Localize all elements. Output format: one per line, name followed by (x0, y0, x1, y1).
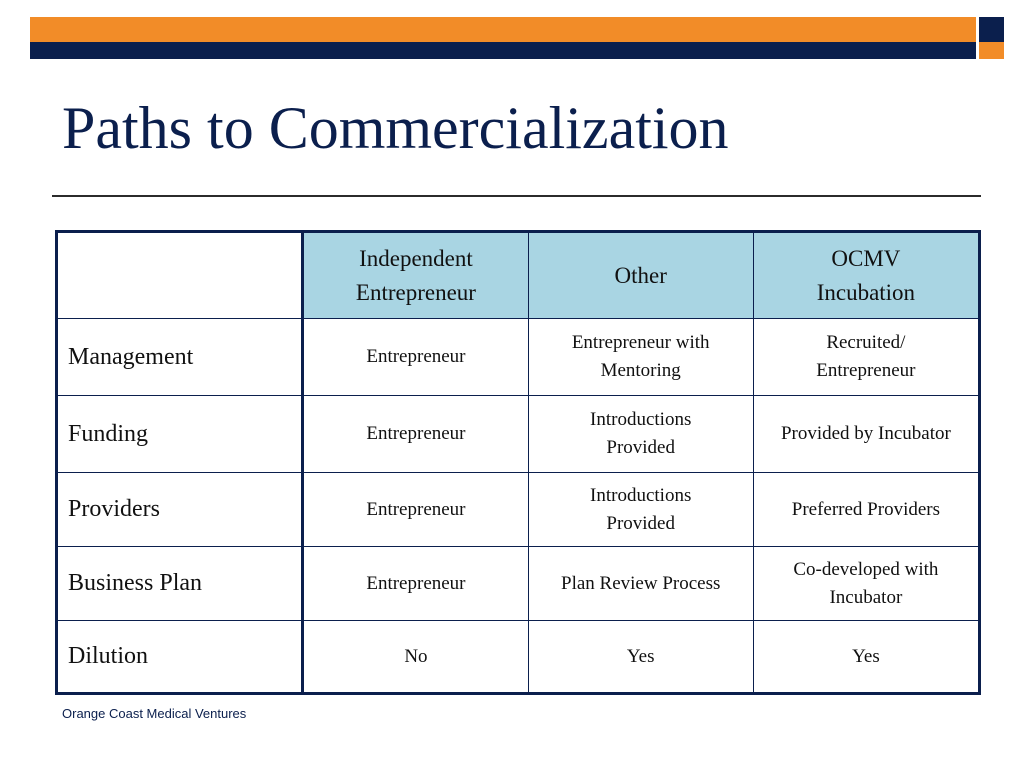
cell-line2: Mentoring (600, 360, 681, 381)
column-header (303, 232, 528, 319)
row-label: Business Plan (57, 547, 303, 621)
cell-line1: Yes (852, 645, 880, 667)
table-cell (528, 621, 753, 694)
column-header (753, 232, 979, 319)
table-row (57, 396, 980, 473)
header-corner-cell (57, 232, 303, 319)
table-cell (753, 473, 979, 547)
table-row (57, 319, 980, 396)
table-row (57, 621, 980, 694)
table-cell (753, 319, 979, 396)
row-label: Management (57, 319, 303, 396)
row-label: Funding (57, 396, 303, 473)
cell-line1: Entrepreneur (366, 423, 466, 445)
table-header-row (57, 232, 980, 319)
row-label: Providers (57, 473, 303, 547)
table-cell (753, 396, 979, 473)
cell-line1: Entrepreneur (366, 498, 466, 520)
cell-line1: Entrepreneur (366, 346, 466, 368)
corner-square-navy (979, 17, 1004, 42)
column-header-line1: OCMV (831, 246, 901, 272)
table-cell (528, 319, 753, 396)
cell-line1: Co-developed with (793, 558, 939, 580)
column-header-line2: Incubation (816, 279, 916, 305)
cell-line1: Plan Review Process (561, 572, 721, 594)
table-row (57, 547, 980, 621)
top-accent-bar-navy (30, 42, 976, 59)
cell-line2: Provided (606, 437, 675, 458)
table-cell (303, 319, 528, 396)
table-cell (528, 547, 753, 621)
cell-line1: Entrepreneur with (571, 332, 710, 354)
cell-line1: Yes (626, 645, 655, 667)
row-label: Dilution (57, 621, 303, 694)
table-row (57, 473, 980, 547)
table-cell (303, 547, 528, 621)
footer-text: Orange Coast Medical Ventures (62, 706, 247, 721)
table-cell (528, 473, 753, 547)
cell-line1: No (404, 645, 428, 667)
cell-line2: Provided (606, 512, 675, 534)
top-accent-bar-orange (30, 17, 976, 42)
comparison-table (55, 230, 981, 695)
column-header-line1: Independent (359, 246, 473, 272)
corner-square-orange (979, 42, 1004, 59)
table-cell (303, 621, 528, 694)
column-header-line2: Entrepreneur (355, 279, 476, 305)
cell-line1: Introductions (590, 409, 692, 431)
cell-line2: Entrepreneur (816, 360, 916, 381)
table-cell (753, 547, 979, 621)
cell-line2: Incubator (829, 586, 903, 608)
cell-line1: Provided by Incubator (780, 423, 951, 445)
cell-line1: Recruited/ (826, 332, 906, 354)
cell-line1: Introductions (590, 484, 692, 506)
column-header (528, 232, 753, 319)
cell-line1: Preferred Providers (791, 498, 941, 520)
column-header-line1: Other (614, 262, 667, 288)
slide-title: Paths to Commercialization (62, 95, 729, 161)
table-cell (303, 396, 528, 473)
table-cell (528, 396, 753, 473)
table-cell (303, 473, 528, 547)
title-divider (52, 195, 981, 197)
cell-line1: Entrepreneur (366, 572, 466, 594)
table-cell (753, 621, 979, 694)
